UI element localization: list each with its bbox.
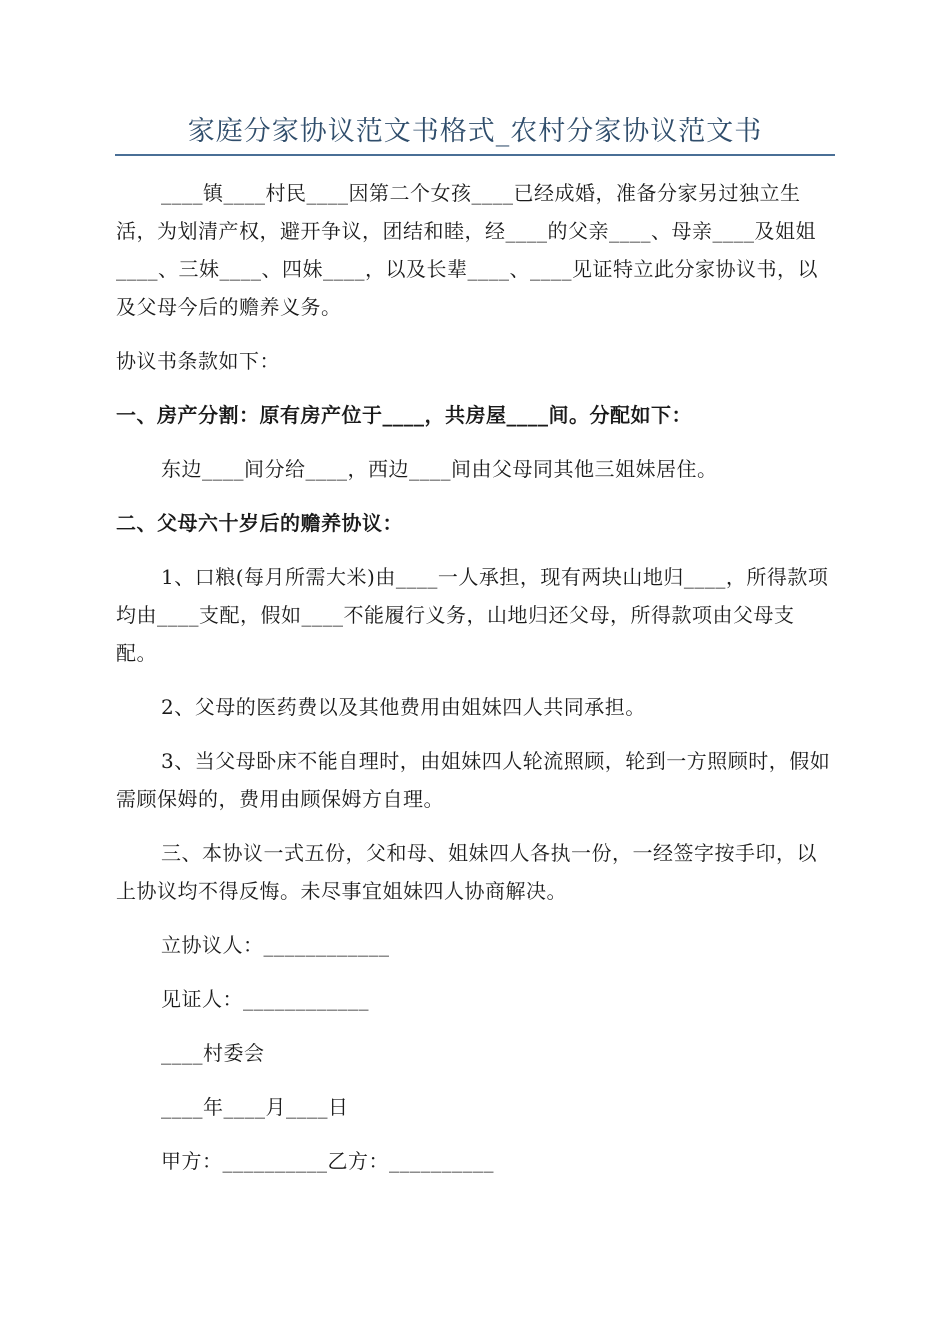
village-committee-line: ____村委会	[161, 1041, 265, 1065]
section1-text: 东边____间分给____，西边____间由父母同其他三姐妹居住。	[161, 457, 718, 481]
date-line: ____年____月____日	[161, 1095, 349, 1119]
item2-paragraph: 2、父母的医药费以及其他费用由姐妹四人共同承担。	[161, 695, 646, 719]
section1-heading: 一、房产分割：原有房产位于____，共房屋____间。分配如下：	[116, 403, 692, 427]
item1-paragraph: 1、口粮(每月所需大米)由____一人承担，现有两块山地归____，所得款项均由____支配，假如____不能履行义务，山地归还父母，所得款项由父母支配。	[116, 565, 829, 665]
signature-party-line: 立协议人：____________	[161, 933, 390, 957]
section3-paragraph: 三、本协议一式五份，父和母、姐妹四人各执一份，一经签字按手印，以上协议均不得反悔。未尽事宜姐妹四人协商解决。	[116, 841, 817, 903]
item3-paragraph: 3、当父母卧床不能自理时，由姐妹四人轮流照顾，轮到一方照顾时，假如需顾保姆的，费用由顾保姆方自理。	[116, 749, 831, 811]
signature-witness-line: 见证人：____________	[161, 987, 369, 1011]
clause-intro: 协议书条款如下：	[116, 349, 280, 373]
parties-line: 甲方：__________乙方：__________	[161, 1149, 494, 1173]
section2-heading: 二、父母六十岁后的赡养协议：	[116, 511, 403, 535]
document-body	[116, 174, 834, 1196]
intro-paragraph: ____镇____村民____因第二个女孩____已经成婚，准备分家另过独立生活，为划清产权，避开争议，团结和睦，经____的父亲____、母亲____及姐姐____、三妹____、四妹____，以及长辈____、____见证特立此分家协议书，以及父母今后的赡养义务。	[116, 181, 818, 319]
title-underline	[115, 154, 835, 156]
document-title: 家庭分家协议范文书格式_农村分家协议范文书	[187, 116, 763, 147]
